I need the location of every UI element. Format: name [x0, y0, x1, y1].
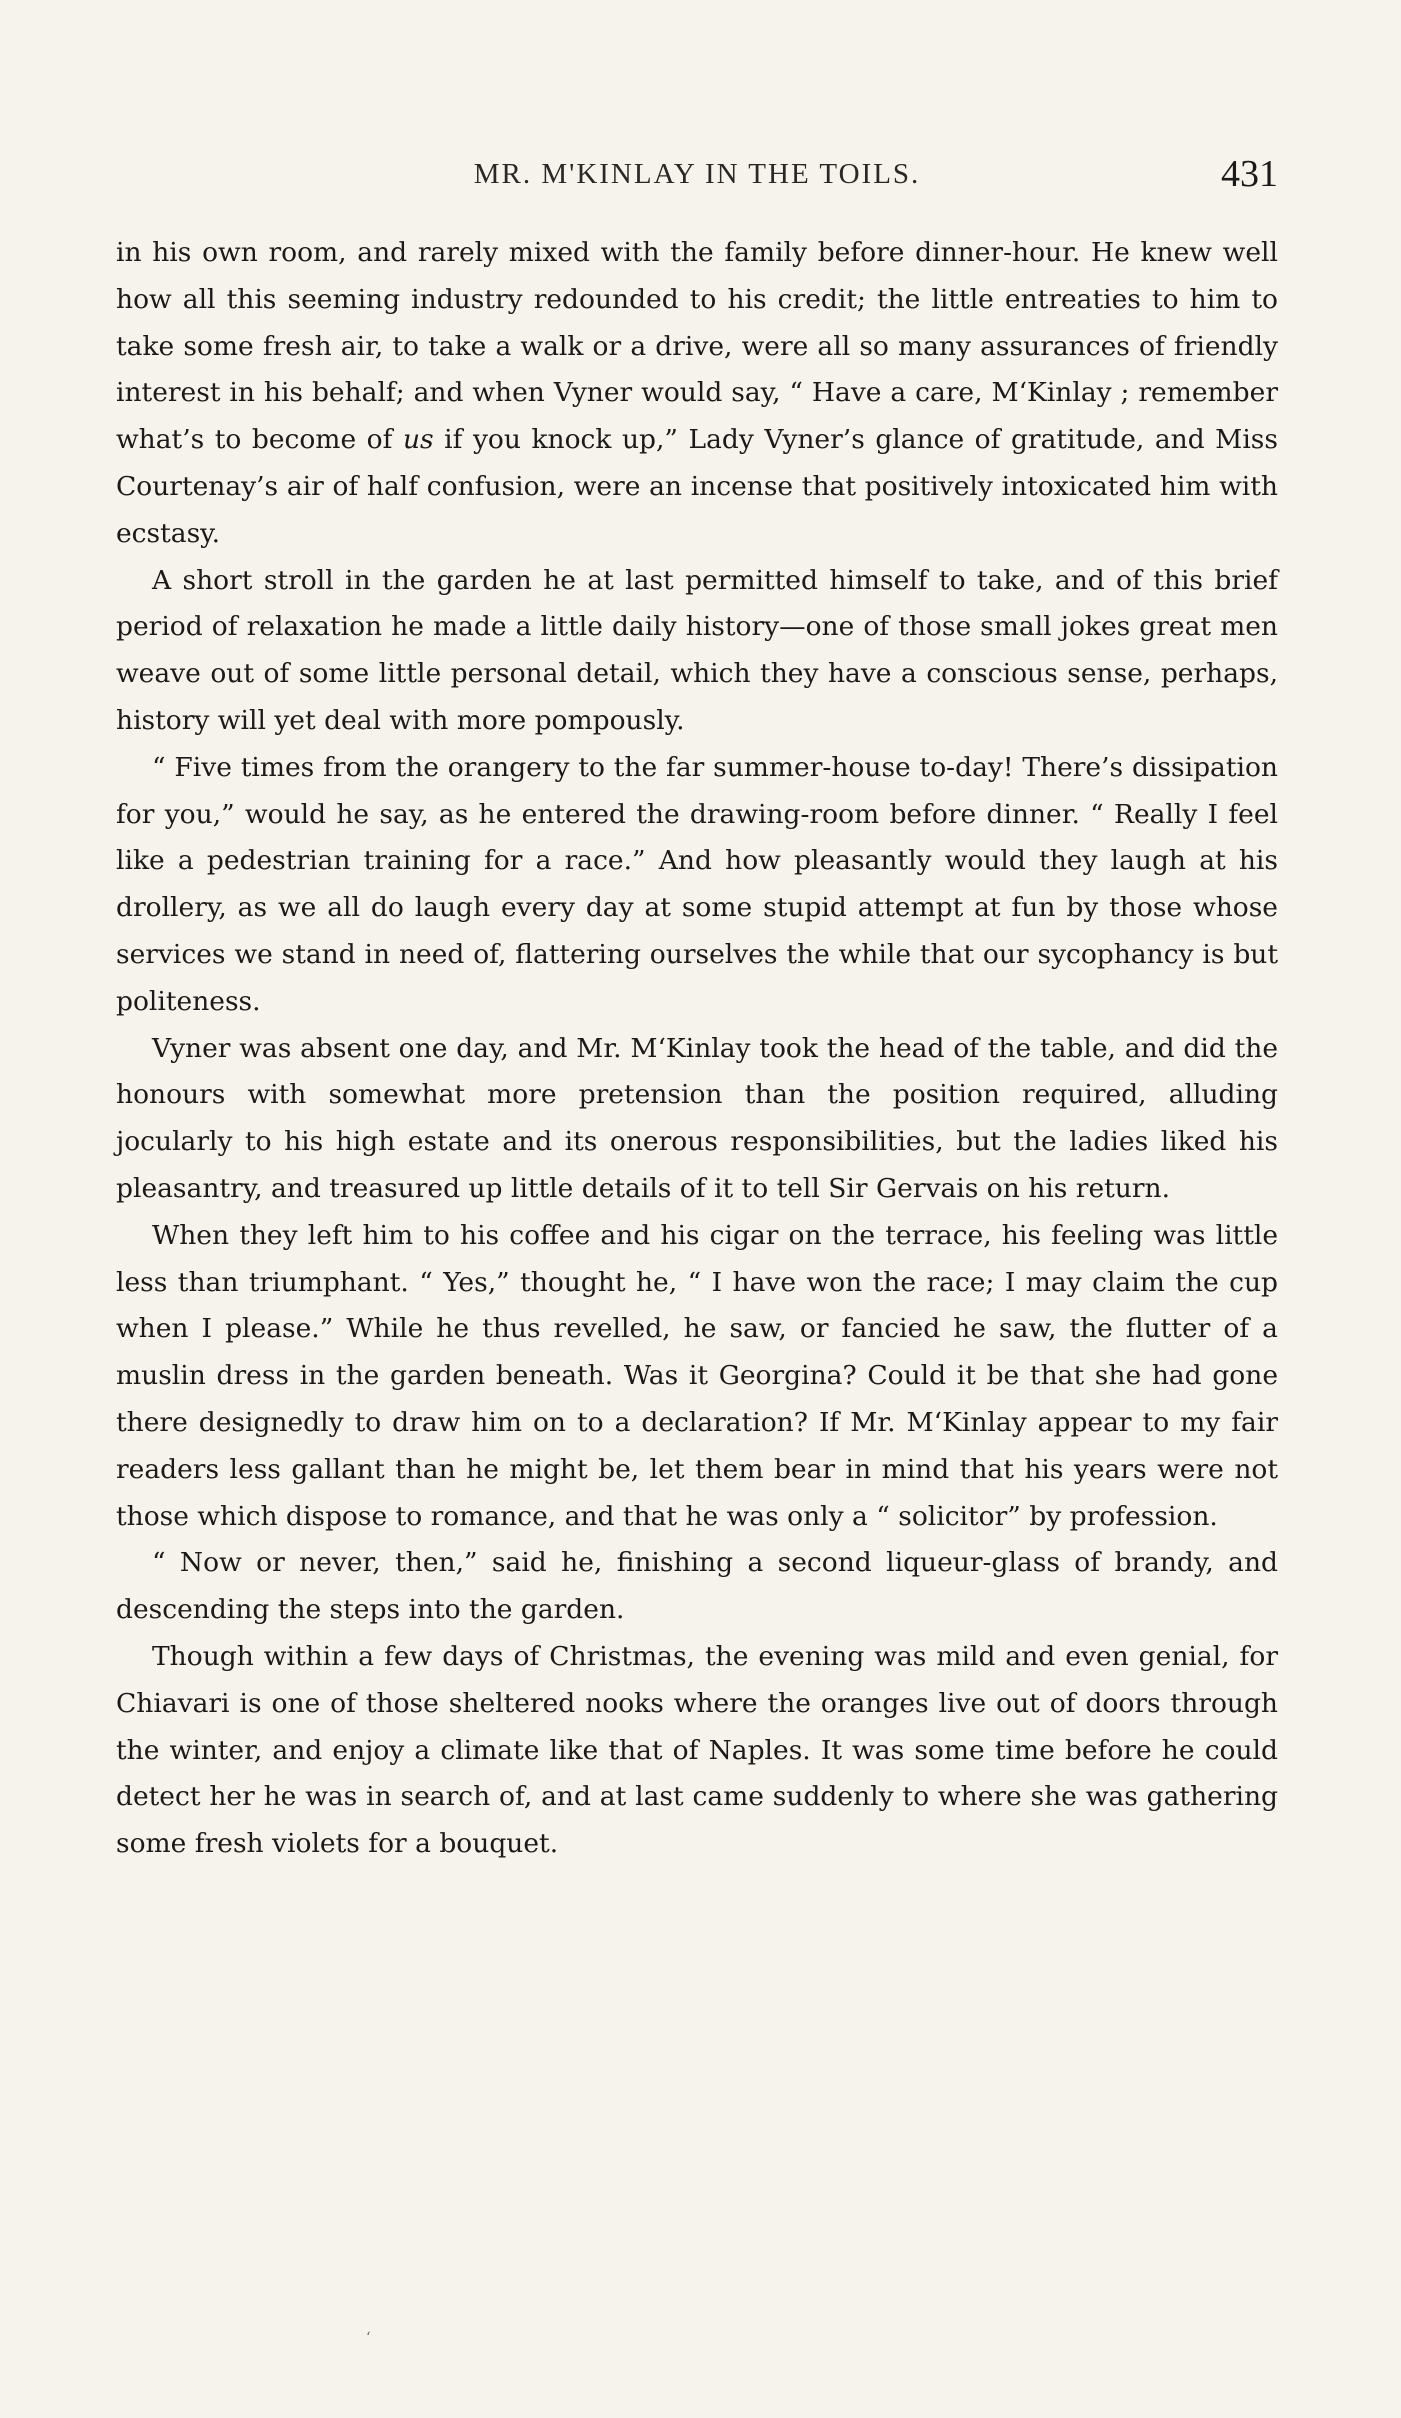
paragraph-1-text-cont: if you knock up,” Lady Vyner’s glance of gratitude, and Miss Courtenay’s air of half confusion, were an incense that positively intoxicated him with ecstasy.	[116, 424, 1278, 549]
stray-ink-mark: ‘	[366, 2330, 371, 2346]
paragraph-1	[116, 230, 1278, 558]
paragraph-3: “ Five times from the orangery to the far summer-house to-day! There’s dissipation for you,” would he say, as he entered the drawing-room before dinner. “ Really I feel like a pedestrian training for a race.” And how pleasantly would they laugh at his drollery, as we all do laugh every day at some stupid attempt at fun by those whose services we stand in need of, flattering ourselves the while that our sycophancy is but politeness.	[116, 751, 1278, 1017]
body-text	[116, 230, 1278, 1868]
paragraph-4: Vyner was absent one day, and Mr. M‘Kinlay took the head of the table, and did the honours with somewhat more pretension than the position required, alluding jocularly to his high estate and its onerous responsibilities, but the ladies liked his pleasantry, and treasured up little details of it to tell Sir Gervais on his return.	[116, 1032, 1278, 1204]
paragraph-5: When they left him to his coffee and his cigar on the terrace, his feeling was little less than triumphant. “ Yes,” thought he, “ I have won the race; I may claim the cup when I please.” While he thus revelled, he saw, or fancied he saw, the flutter of a muslin dress in the garden beneath. Was it Georgina? Could it be that she had gone there designedly to draw him on to a declaration? If Mr. M‘Kinlay appear to my fair readers less gallant than he might be, let them bear in mind that his years were not those which dispose to romance, and that he was only a “ solicitor” by profession.	[116, 1219, 1278, 1532]
page-header	[116, 152, 1278, 196]
paragraph-6: “ Now or never, then,” said he, finishing a second liqueur-glass of brandy, and descending the steps into the garden.	[116, 1547, 1278, 1626]
paragraph-7: Though within a few days of Christmas, the evening was mild and even genial, for Chiavari is one of those sheltered nooks where the oranges live out of doors through the winter, and enjoy a climate like that of Naples. It was some time before he could detect her he was in search of, and at last came suddenly to where she was gathering some fresh violets for a bouquet.	[116, 1640, 1278, 1860]
page-number: 431	[1221, 153, 1278, 195]
running-head: MR. M'KINLAY IN THE TOILS.	[473, 158, 921, 190]
paragraph-1-emphasis: us	[402, 424, 434, 456]
paragraph-1-text: in his own room, and rarely mixed with the family before dinner-hour. He knew well how all this seeming industry redounded to his credit; the little entreaties to him to take some fresh air, to take a walk or a drive, were all so many assurances of friendly interest in his behalf; and when Vyner would say, “ Have a care, M‘Kinlay ; remember what’s to become of	[116, 237, 1278, 456]
paragraph-2: A short stroll in the garden he at last permitted himself to take, and of this brief period of relaxation he made a little daily history—one of those small jokes great men weave out of some little personal detail, which they have a conscious sense, perhaps, history will yet deal with more pompously.	[116, 564, 1278, 736]
